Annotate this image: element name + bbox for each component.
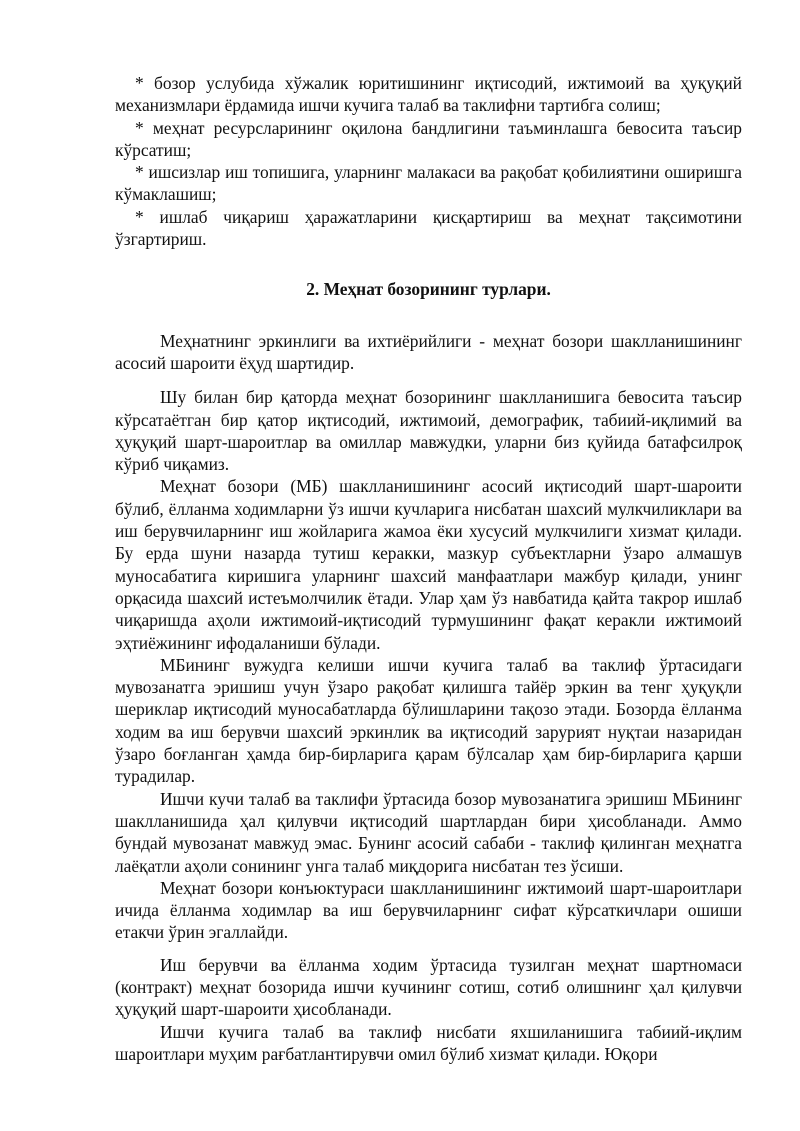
bullet-item: * ишсизлар иш топишига, уларнинг малакаси ва рақобат қобилиятини оширишга кўмаклашиш;: [115, 162, 742, 205]
bullet-item: * бозор услубида хўжалик юритишининг иқтисодий, ижтимоий ва ҳуқуқий механизмлари ёрдамида ишчи кучига талаб ва таклифни тартибга солиш;: [115, 73, 742, 116]
paragraph: Ишчи кучига талаб ва таклиф нисбати яхшиланишига табиий-иқлим шароитлари муҳим рағбатлантирувчи омил бўлиб хизмат қилади. Юқори: [115, 1021, 742, 1064]
paragraph: Ишчи кучи талаб ва таклифи ўртасида бозор мувозанатига эришиш МБининг шаклланишида ҳал қилувчи иқтисодий шартлардан бири ҳисобланади. Аммо бундай мувозанат мавжуд эмас. Бунинг асосий сабаби - таклиф қилинган меҳнатга лаёқатли аҳоли сонининг унга талаб миқдорига нисбатан тез ўсиши.: [115, 788, 742, 876]
paragraph: Меҳнат бозори (МБ) шаклланишининг асосий иқтисодий шарт-шароити бўлиб, ёлланма ходимларни ўз ишчи кучларига нисбатан шахсий мулкчиликлари ва иш берувчиларнинг иш жойларига жамоа ёки хусусий мулкчилиги хизмат қилади. Бу ерда шуни назарда тутиш керакки, мазкур субъектларни ўзаро алмашув муносабатига киришига уларнинг шахсий манфаатлари мажбур қилади, унинг орқасида шахсий истеъмолчилик ётади. Улар ҳам ўз навбатида қайта такрор ишлаб чиқаришда аҳоли ижтимоий-иқтисодий турмушининг фақат керакли ижтимоий эҳтиёжининг ифодаланиши бўлади.: [115, 476, 742, 653]
paragraph: Шу билан бир қаторда меҳнат бозорининг шаклланишига бевосита таъсир кўрсатаётган бир қатор иқтисодий, ижтимоий, демографик, табиий-иқлимий ва ҳуқуқий шарт-шароитлар ва омиллар мавжудки, уларни биз қуйида батафсилроқ кўриб чиқамиз.: [115, 387, 742, 475]
bullet-item: * меҳнат ресурсларининг оқилона бандлигини таъминлашга бевосита таъсир кўрсатиш;: [115, 117, 742, 160]
paragraph: Иш берувчи ва ёлланма ходим ўртасида тузилган меҳнат шартномаси (контракт) меҳнат бозорида ишчи кучининг сотиш, сотиб олишнинг ҳал қилувчи ҳуқуқий шарт-шароити ҳисобланади.: [115, 954, 742, 1020]
bullet-item: * ишлаб чиқариш ҳаражатларини қисқартириш ва меҳнат тақсимотини ўзгартириш.: [115, 206, 742, 250]
paragraph: Меҳнатнинг эркинлиги ва ихтиёрийлиги - меҳнат бозори шаклланишининг асосий шароити ёҳуд шартидир.: [115, 330, 742, 373]
paragraph: МБининг вужудга келиши ишчи кучига талаб ва таклиф ўртасидаги мувозанатга эришиш учун ўзаро рақобат қилишга тайёр эркин ва тенг ҳуқуқли шериклар иқтисодий муносабатларда бўлишларини тақозо этади. Бозорда ёлланма ходим ва иш берувчи шахсий эркинлик ва иқтисодий зарурият нуқтаи назаридан ўзаро боғланган ҳамда бир-бирларига қарам бўлсалар ҳам бир-бирларига қарши турадилар.: [115, 654, 742, 787]
section-heading: 2. Меҳнат бозорининг турлари.: [306, 279, 551, 300]
document-page: [115, 72, 742, 1065]
paragraph: Меҳнат бозори конъюктураси шаклланишининг ижтимоий шарт-шароитлари ичида ёлланма ходимлар ва иш берувчиларнинг сифат кўрсаткичлари ошиши етакчи ўрин эгаллайди.: [115, 877, 742, 943]
